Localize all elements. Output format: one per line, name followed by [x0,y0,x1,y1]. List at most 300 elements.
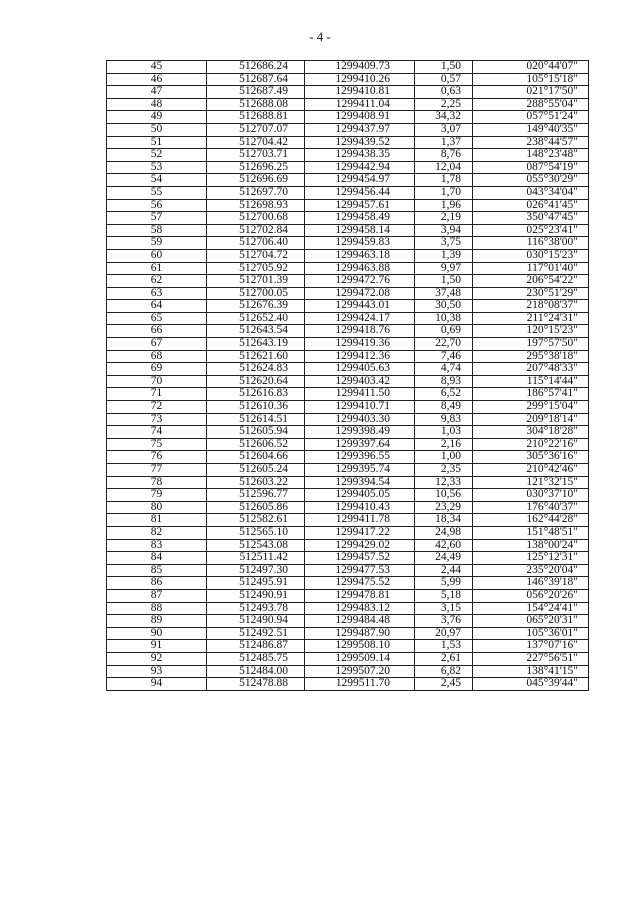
table-row [107,174,589,187]
x-coordinate-cell: 512621.60 [207,350,305,363]
bearing-cell: 025°23'41" [473,224,589,237]
x-coordinate-cell: 512478.88 [207,678,305,691]
y-coordinate-cell: 1299439.52 [305,136,415,149]
distance-cell: 8,49 [415,401,473,414]
y-coordinate-cell: 1299442.94 [305,161,415,174]
table-row [107,300,589,313]
point-number-cell: 47 [107,86,207,99]
bearing-cell: 210°22'16" [473,438,589,451]
x-coordinate-cell: 512596.77 [207,489,305,502]
distance-cell: 5,99 [415,577,473,590]
point-number-cell: 87 [107,589,207,602]
distance-cell: 2,44 [415,564,473,577]
distance-cell: 1,50 [415,275,473,288]
point-number-cell: 59 [107,237,207,250]
distance-cell: 2,61 [415,652,473,665]
bearing-cell: 030°37'10" [473,489,589,502]
x-coordinate-cell: 512484.00 [207,665,305,678]
distance-cell: 22,70 [415,338,473,351]
y-coordinate-cell: 1299454.97 [305,174,415,187]
table-row [107,564,589,577]
point-number-cell: 71 [107,388,207,401]
x-coordinate-cell: 512643.54 [207,325,305,338]
bearing-cell: 288°55'04" [473,98,589,111]
point-number-cell: 77 [107,464,207,477]
distance-cell: 1,78 [415,174,473,187]
point-number-cell: 66 [107,325,207,338]
bearing-cell: 056°20'26" [473,589,589,602]
table-row [107,438,589,451]
bearing-cell: 154°24'41" [473,602,589,615]
distance-cell: 1,37 [415,136,473,149]
y-coordinate-cell: 1299511.70 [305,678,415,691]
bearing-cell: 206°54'22" [473,275,589,288]
distance-cell: 24,49 [415,552,473,565]
distance-cell: 3,15 [415,602,473,615]
y-coordinate-cell: 1299412.36 [305,350,415,363]
point-number-cell: 45 [107,61,207,74]
x-coordinate-cell: 512702.84 [207,224,305,237]
bearing-cell: 218°08'37" [473,300,589,313]
table-row [107,275,589,288]
point-number-cell: 56 [107,199,207,212]
x-coordinate-cell: 512543.08 [207,539,305,552]
table-row [107,161,589,174]
x-coordinate-cell: 512652.40 [207,312,305,325]
point-number-cell: 57 [107,212,207,225]
distance-cell: 18,34 [415,514,473,527]
bearing-cell: 210°42'46" [473,464,589,477]
distance-cell: 3,07 [415,123,473,136]
x-coordinate-cell: 512605.86 [207,501,305,514]
bearing-cell: 021°17'50" [473,86,589,99]
bearing-cell: 211°24'31" [473,312,589,325]
table-row [107,262,589,275]
point-number-cell: 70 [107,375,207,388]
y-coordinate-cell: 1299457.52 [305,552,415,565]
bearing-cell: 304°18'28" [473,426,589,439]
distance-cell: 2,25 [415,98,473,111]
point-number-cell: 82 [107,526,207,539]
distance-cell: 1,53 [415,640,473,653]
y-coordinate-cell: 1299443.01 [305,300,415,313]
distance-cell: 30,50 [415,300,473,313]
table-row [107,375,589,388]
x-coordinate-cell: 512565.10 [207,526,305,539]
y-coordinate-cell: 1299472.08 [305,287,415,300]
distance-cell: 1,50 [415,61,473,74]
y-coordinate-cell: 1299408.91 [305,111,415,124]
bearing-cell: 121°32'15" [473,476,589,489]
bearing-cell: 227°56'51" [473,652,589,665]
y-coordinate-cell: 1299411.04 [305,98,415,111]
y-coordinate-cell: 1299487.90 [305,627,415,640]
table-row [107,627,589,640]
y-coordinate-cell: 1299458.49 [305,212,415,225]
x-coordinate-cell: 512696.25 [207,161,305,174]
point-number-cell: 79 [107,489,207,502]
table-row [107,73,589,86]
table-row [107,589,589,602]
distance-cell: 7,46 [415,350,473,363]
x-coordinate-cell: 512700.05 [207,287,305,300]
y-coordinate-cell: 1299477.53 [305,564,415,577]
distance-cell: 2,16 [415,438,473,451]
table-row [107,149,589,162]
x-coordinate-cell: 512703.71 [207,149,305,162]
y-coordinate-cell: 1299410.71 [305,401,415,414]
point-number-cell: 64 [107,300,207,313]
bearing-cell: 125°12'31" [473,552,589,565]
x-coordinate-cell: 512701.39 [207,275,305,288]
y-coordinate-cell: 1299458.14 [305,224,415,237]
x-coordinate-cell: 512497.30 [207,564,305,577]
distance-cell: 0,69 [415,325,473,338]
bearing-cell: 030°15'23" [473,249,589,262]
table-row [107,652,589,665]
x-coordinate-cell: 512687.64 [207,73,305,86]
distance-cell: 23,29 [415,501,473,514]
table-row [107,388,589,401]
y-coordinate-cell: 1299457.61 [305,199,415,212]
y-coordinate-cell: 1299483.12 [305,602,415,615]
x-coordinate-cell: 512603.22 [207,476,305,489]
point-number-cell: 60 [107,249,207,262]
point-number-cell: 69 [107,363,207,376]
table-row [107,212,589,225]
x-coordinate-cell: 512697.70 [207,186,305,199]
y-coordinate-cell: 1299395.74 [305,464,415,477]
x-coordinate-cell: 512511.42 [207,552,305,565]
bearing-cell: 186°57'41" [473,388,589,401]
bearing-cell: 137°07'16" [473,640,589,653]
table-row [107,426,589,439]
table-row [107,363,589,376]
x-coordinate-cell: 512490.91 [207,589,305,602]
y-coordinate-cell: 1299403.42 [305,375,415,388]
table-row [107,501,589,514]
point-number-cell: 89 [107,615,207,628]
point-number-cell: 81 [107,514,207,527]
bearing-cell: 055°30'29" [473,174,589,187]
point-number-cell: 94 [107,678,207,691]
table-row [107,489,589,502]
distance-cell: 1,03 [415,426,473,439]
bearing-cell: 151°48'51" [473,526,589,539]
x-coordinate-cell: 512485.75 [207,652,305,665]
y-coordinate-cell: 1299417.22 [305,526,415,539]
x-coordinate-cell: 512614.51 [207,413,305,426]
coordinates-table [106,60,589,691]
table-row [107,401,589,414]
bearing-cell: 026°41'45" [473,199,589,212]
table-row [107,325,589,338]
distance-cell: 37,48 [415,287,473,300]
y-coordinate-cell: 1299410.43 [305,501,415,514]
y-coordinate-cell: 1299478.81 [305,589,415,602]
y-coordinate-cell: 1299463.18 [305,249,415,262]
point-number-cell: 65 [107,312,207,325]
bearing-cell: 115°14'44" [473,375,589,388]
y-coordinate-cell: 1299463.88 [305,262,415,275]
bearing-cell: 120°15'23" [473,325,589,338]
point-number-cell: 80 [107,501,207,514]
x-coordinate-cell: 512493.78 [207,602,305,615]
bearing-cell: 057°51'24" [473,111,589,124]
table-row [107,98,589,111]
y-coordinate-cell: 1299394.54 [305,476,415,489]
distance-cell: 1,39 [415,249,473,262]
distance-cell: 5,18 [415,589,473,602]
distance-cell: 12,04 [415,161,473,174]
x-coordinate-cell: 512688.81 [207,111,305,124]
y-coordinate-cell: 1299411.50 [305,388,415,401]
y-coordinate-cell: 1299456.44 [305,186,415,199]
x-coordinate-cell: 512687.49 [207,86,305,99]
table-row [107,86,589,99]
bearing-cell: 299°15'04" [473,401,589,414]
bearing-cell: 295°38'18" [473,350,589,363]
bearing-cell: 045°39'44" [473,678,589,691]
bearing-cell: 105°36'01" [473,627,589,640]
y-coordinate-cell: 1299484.48 [305,615,415,628]
table-row [107,526,589,539]
table-row [107,61,589,74]
x-coordinate-cell: 512704.42 [207,136,305,149]
y-coordinate-cell: 1299475.52 [305,577,415,590]
bearing-cell: 176°40'37" [473,501,589,514]
bearing-cell: 105°15'18" [473,73,589,86]
distance-cell: 0,57 [415,73,473,86]
point-number-cell: 49 [107,111,207,124]
y-coordinate-cell: 1299437.97 [305,123,415,136]
distance-cell: 0,63 [415,86,473,99]
point-number-cell: 90 [107,627,207,640]
x-coordinate-cell: 512605.94 [207,426,305,439]
bearing-cell: 148°23'48" [473,149,589,162]
y-coordinate-cell: 1299509.14 [305,652,415,665]
distance-cell: 8,93 [415,375,473,388]
table-row [107,111,589,124]
x-coordinate-cell: 512688.08 [207,98,305,111]
x-coordinate-cell: 512698.93 [207,199,305,212]
point-number-cell: 75 [107,438,207,451]
table-row [107,464,589,477]
distance-cell: 34,32 [415,111,473,124]
page-number: - 4 - [309,29,331,44]
distance-cell: 20,97 [415,627,473,640]
table-row [107,237,589,250]
distance-cell: 3,75 [415,237,473,250]
point-number-cell: 52 [107,149,207,162]
distance-cell: 42,60 [415,539,473,552]
bearing-cell: 235°20'04" [473,564,589,577]
distance-cell: 1,96 [415,199,473,212]
point-number-cell: 78 [107,476,207,489]
distance-cell: 3,94 [415,224,473,237]
y-coordinate-cell: 1299410.81 [305,86,415,99]
distance-cell: 24,98 [415,526,473,539]
table-row [107,136,589,149]
point-number-cell: 68 [107,350,207,363]
distance-cell: 9,83 [415,413,473,426]
distance-cell: 9,97 [415,262,473,275]
table-row [107,186,589,199]
table-row [107,123,589,136]
distance-cell: 6,82 [415,665,473,678]
y-coordinate-cell: 1299508.10 [305,640,415,653]
bearing-cell: 162°44'28" [473,514,589,527]
y-coordinate-cell: 1299438.35 [305,149,415,162]
y-coordinate-cell: 1299459.83 [305,237,415,250]
y-coordinate-cell: 1299409.73 [305,61,415,74]
point-number-cell: 54 [107,174,207,187]
point-number-cell: 51 [107,136,207,149]
y-coordinate-cell: 1299405.63 [305,363,415,376]
x-coordinate-cell: 512605.24 [207,464,305,477]
point-number-cell: 46 [107,73,207,86]
bearing-cell: 209°18'14" [473,413,589,426]
table-row [107,552,589,565]
y-coordinate-cell: 1299507.20 [305,665,415,678]
point-number-cell: 73 [107,413,207,426]
y-coordinate-cell: 1299419.36 [305,338,415,351]
point-number-cell: 67 [107,338,207,351]
bearing-cell: 230°51'29" [473,287,589,300]
bearing-cell: 238°44'57" [473,136,589,149]
table-row [107,199,589,212]
coordinates-table-body [107,61,589,691]
table-row [107,615,589,628]
y-coordinate-cell: 1299418.76 [305,325,415,338]
bearing-cell: 305°36'16" [473,451,589,464]
point-number-cell: 92 [107,652,207,665]
y-coordinate-cell: 1299411.78 [305,514,415,527]
distance-cell: 1,00 [415,451,473,464]
bearing-cell: 065°20'31" [473,615,589,628]
point-number-cell: 86 [107,577,207,590]
point-number-cell: 83 [107,539,207,552]
table-row [107,602,589,615]
table-row [107,249,589,262]
bearing-cell: 146°39'18" [473,577,589,590]
x-coordinate-cell: 512704.72 [207,249,305,262]
distance-cell: 6,52 [415,388,473,401]
x-coordinate-cell: 512620.64 [207,375,305,388]
table-row [107,413,589,426]
x-coordinate-cell: 512606.52 [207,438,305,451]
y-coordinate-cell: 1299403.30 [305,413,415,426]
bearing-cell: 043°34'04" [473,186,589,199]
x-coordinate-cell: 512604.66 [207,451,305,464]
distance-cell: 1,70 [415,186,473,199]
x-coordinate-cell: 512610.36 [207,401,305,414]
bearing-cell: 197°57'50" [473,338,589,351]
table-row [107,338,589,351]
table-row [107,287,589,300]
distance-cell: 2,35 [415,464,473,477]
point-number-cell: 88 [107,602,207,615]
table-row [107,451,589,464]
y-coordinate-cell: 1299429.02 [305,539,415,552]
x-coordinate-cell: 512696.69 [207,174,305,187]
point-number-cell: 93 [107,665,207,678]
point-number-cell: 63 [107,287,207,300]
table-row [107,476,589,489]
y-coordinate-cell: 1299472.76 [305,275,415,288]
y-coordinate-cell: 1299398.49 [305,426,415,439]
point-number-cell: 61 [107,262,207,275]
bearing-cell: 087°54'19" [473,161,589,174]
bearing-cell: 116°38'00" [473,237,589,250]
bearing-cell: 207°48'33" [473,363,589,376]
table-row [107,350,589,363]
x-coordinate-cell: 512686.24 [207,61,305,74]
point-number-cell: 62 [107,275,207,288]
bearing-cell: 149°40'35" [473,123,589,136]
y-coordinate-cell: 1299424.17 [305,312,415,325]
distance-cell: 2,19 [415,212,473,225]
distance-cell: 3,76 [415,615,473,628]
distance-cell: 2,45 [415,678,473,691]
distance-cell: 8,76 [415,149,473,162]
x-coordinate-cell: 512492.51 [207,627,305,640]
point-number-cell: 85 [107,564,207,577]
distance-cell: 4,74 [415,363,473,376]
x-coordinate-cell: 512676.39 [207,300,305,313]
bearing-cell: 138°00'24" [473,539,589,552]
x-coordinate-cell: 512705.92 [207,262,305,275]
table-row [107,577,589,590]
point-number-cell: 72 [107,401,207,414]
point-number-cell: 48 [107,98,207,111]
point-number-cell: 74 [107,426,207,439]
x-coordinate-cell: 512582.61 [207,514,305,527]
x-coordinate-cell: 512706.40 [207,237,305,250]
y-coordinate-cell: 1299410.26 [305,73,415,86]
point-number-cell: 55 [107,186,207,199]
distance-cell: 12,33 [415,476,473,489]
x-coordinate-cell: 512643.19 [207,338,305,351]
table-row [107,539,589,552]
x-coordinate-cell: 512495.91 [207,577,305,590]
table-row [107,312,589,325]
y-coordinate-cell: 1299396.55 [305,451,415,464]
bearing-cell: 350°47'45" [473,212,589,225]
x-coordinate-cell: 512700.68 [207,212,305,225]
distance-cell: 10,38 [415,312,473,325]
x-coordinate-cell: 512707.07 [207,123,305,136]
bearing-cell: 138°41'15" [473,665,589,678]
point-number-cell: 84 [107,552,207,565]
distance-cell: 10,56 [415,489,473,502]
point-number-cell: 50 [107,123,207,136]
point-number-cell: 53 [107,161,207,174]
x-coordinate-cell: 512624.83 [207,363,305,376]
table-row [107,224,589,237]
y-coordinate-cell: 1299397.64 [305,438,415,451]
bearing-cell: 117°01'40" [473,262,589,275]
point-number-cell: 58 [107,224,207,237]
x-coordinate-cell: 512616.83 [207,388,305,401]
x-coordinate-cell: 512490.94 [207,615,305,628]
table-row [107,640,589,653]
x-coordinate-cell: 512486.87 [207,640,305,653]
table-row [107,514,589,527]
table-row [107,678,589,691]
point-number-cell: 76 [107,451,207,464]
bearing-cell: 020°44'07" [473,61,589,74]
